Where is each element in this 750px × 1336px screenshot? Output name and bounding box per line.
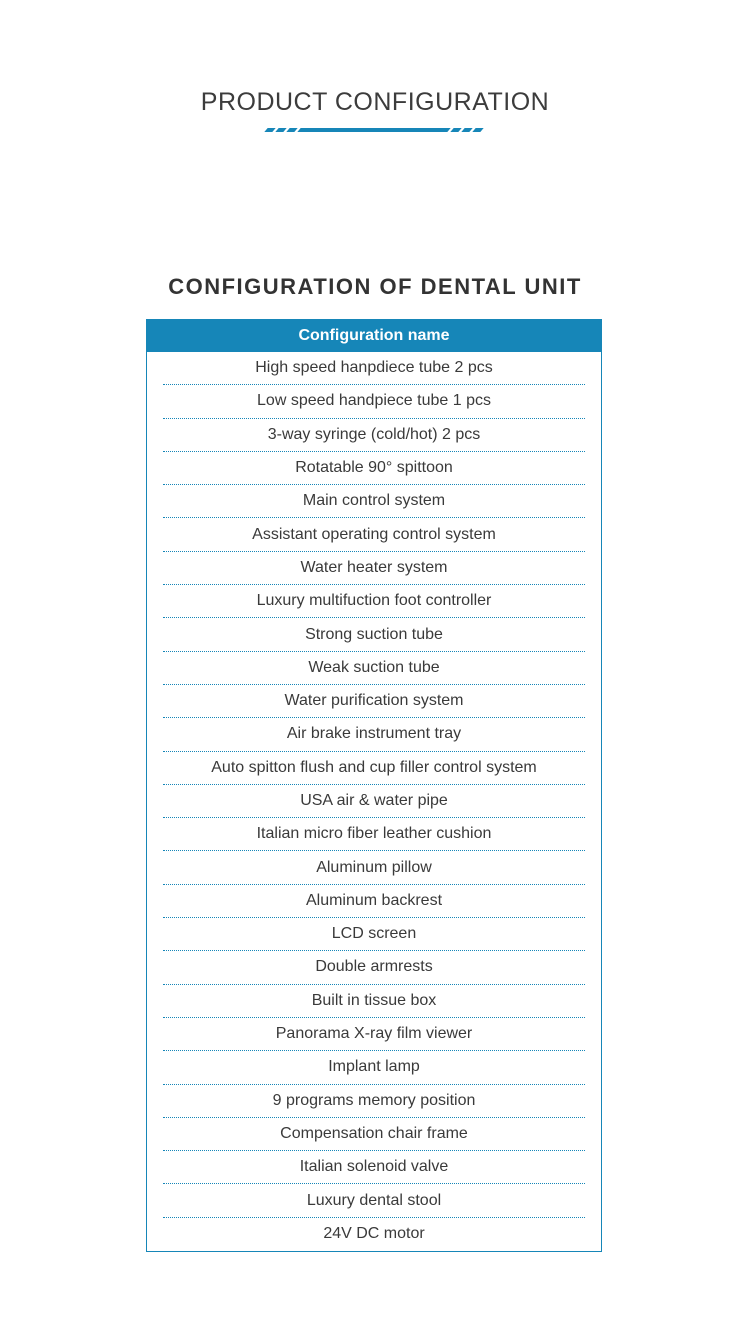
table-row: 24V DC motor bbox=[323, 1225, 425, 1243]
table-row: Water heater system bbox=[163, 552, 585, 585]
table-row: Aluminum pillow bbox=[163, 851, 585, 884]
table-row: Luxury dental stool bbox=[163, 1184, 585, 1217]
table-row: Assistant operating control system bbox=[163, 518, 585, 551]
table-row: Italian micro fiber leather cushion bbox=[163, 818, 585, 851]
table-row: High speed hanpdiece tube 2 pcs bbox=[163, 352, 585, 385]
table-row: Luxury multifuction foot controller bbox=[163, 585, 585, 618]
table-row: Aluminum backrest bbox=[163, 885, 585, 918]
table-row: 3-way syringe (cold/hot) 2 pcs bbox=[163, 419, 585, 452]
table-row: Compensation chair frame bbox=[163, 1118, 585, 1151]
table-row: Auto spitton flush and cup filler control system bbox=[163, 752, 585, 785]
table-heading: CONFIGURATION OF DENTAL UNIT bbox=[168, 274, 582, 299]
table-row: Rotatable 90° spittoon bbox=[163, 452, 585, 485]
table-row: LCD screen bbox=[163, 918, 585, 951]
table-row: Strong suction tube bbox=[163, 618, 585, 651]
table-row: Implant lamp bbox=[163, 1051, 585, 1084]
table-row: Italian solenoid valve bbox=[163, 1151, 585, 1184]
section-title: PRODUCT CONFIGURATION bbox=[200, 88, 550, 116]
table-row: USA air & water pipe bbox=[163, 785, 585, 818]
table-header: Configuration name bbox=[147, 320, 601, 352]
table-row: 9 programs memory position bbox=[163, 1085, 585, 1118]
configuration-list bbox=[147, 352, 601, 1251]
table-row: Low speed handpiece tube 1 pcs bbox=[163, 385, 585, 418]
table-row: Water purification system bbox=[163, 685, 585, 718]
table-row: Double armrests bbox=[163, 951, 585, 984]
table-row: Weak suction tube bbox=[163, 652, 585, 685]
title-underline bbox=[266, 127, 484, 132]
table-row: Built in tissue box bbox=[163, 985, 585, 1018]
table-row: Air brake instrument tray bbox=[163, 718, 585, 751]
table-row: Panorama X-ray film viewer bbox=[163, 1018, 585, 1051]
configuration-table bbox=[146, 319, 602, 1252]
table-row: Main control system bbox=[163, 485, 585, 518]
